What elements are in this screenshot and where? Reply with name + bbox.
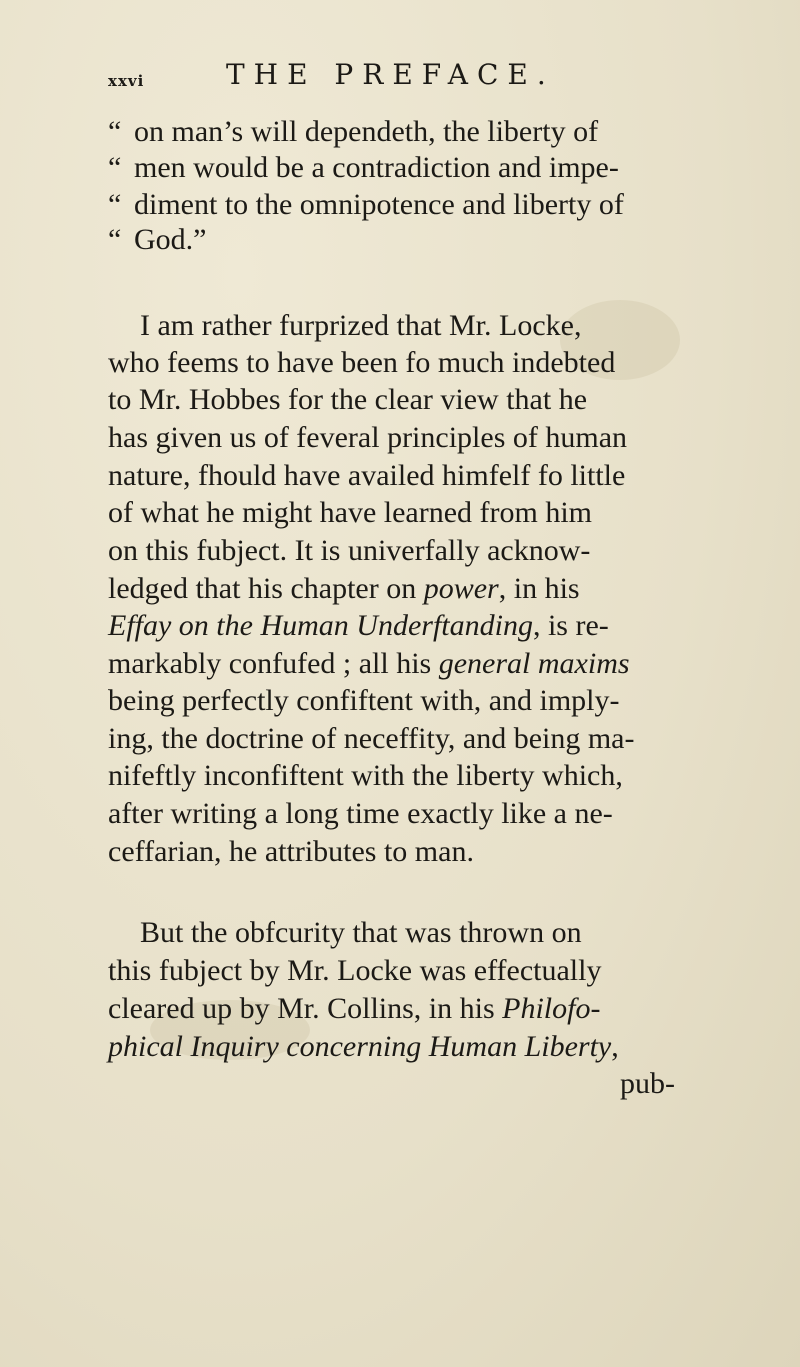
paragraph-line bbox=[108, 646, 728, 682]
paragraph-line bbox=[108, 608, 728, 644]
page-header bbox=[108, 58, 708, 98]
italic-text: Effay on the Human Underftanding bbox=[108, 609, 533, 642]
text-line: God.” bbox=[134, 223, 207, 256]
paragraph-line: being perfectly confiftent with, and imply- bbox=[108, 684, 620, 717]
text-run: ledged that his chapter on bbox=[108, 572, 424, 605]
text-run: markably confufed ; all his bbox=[108, 647, 439, 680]
quote-mark: “ bbox=[108, 115, 122, 148]
paragraph-line: to Mr. Hobbes for the clear view that he bbox=[108, 383, 588, 416]
paragraph-line: this fubject by Mr. Locke was effectually bbox=[108, 954, 602, 987]
quote-mark: “ bbox=[108, 188, 122, 221]
italic-text: Philofo- bbox=[502, 992, 601, 1025]
text-run: cleared up by Mr. Collins, in his bbox=[108, 992, 503, 1025]
quote-line bbox=[108, 222, 728, 258]
italic-text: phical Inquiry concerning Human Liberty bbox=[108, 1030, 612, 1063]
quote-mark: “ bbox=[108, 151, 122, 184]
paragraph-line: has given us of feveral principles of human bbox=[108, 421, 628, 454]
text-line: men would be a contradiction and impe- bbox=[134, 151, 619, 184]
quote-line bbox=[108, 114, 728, 150]
text-run: , bbox=[611, 1030, 619, 1063]
italic-text: power bbox=[423, 572, 499, 605]
paragraph-line bbox=[108, 991, 728, 1027]
paragraph-line: nifeftly inconfiftent with the liberty which, bbox=[108, 759, 623, 792]
paragraph-line: who feems to have been fo much indebted bbox=[108, 346, 616, 379]
italic-text: general maxims bbox=[438, 647, 630, 680]
quote-mark: “ bbox=[108, 223, 122, 256]
paragraph-line: of what he might have learned from him bbox=[108, 496, 593, 529]
paragraph-line: I am rather furprized that Mr. Locke, bbox=[140, 309, 582, 342]
quote-line bbox=[108, 150, 728, 186]
paragraph-line: ceffarian, he attributes to man. bbox=[108, 835, 474, 868]
paragraph-line: But the obfcurity that was thrown on bbox=[140, 916, 582, 949]
text-line: diment to the omnipotence and liberty of bbox=[134, 188, 624, 221]
page-number: xxvi bbox=[108, 72, 145, 90]
text-run: , is re- bbox=[532, 609, 609, 642]
paragraph-line bbox=[108, 1029, 728, 1065]
paragraph-line: after writing a long time exactly like a ne- bbox=[108, 797, 613, 830]
catchword bbox=[620, 1066, 720, 1102]
paragraph-line: nature, fhould have availed himfelf fo little bbox=[108, 459, 626, 492]
running-title: THE PREFACE. bbox=[226, 58, 555, 91]
paragraph-line: ing, the doctrine of neceffity, and being ma- bbox=[108, 722, 635, 755]
paragraph-line bbox=[108, 571, 728, 607]
paragraph-line: on this fubject. It is univerfally acknow- bbox=[108, 534, 591, 567]
quote-line bbox=[108, 187, 728, 223]
text-line: on man’s will dependeth, the liberty of bbox=[134, 115, 599, 148]
text-run: , in his bbox=[498, 572, 580, 605]
catchword-text: pub- bbox=[620, 1067, 675, 1100]
